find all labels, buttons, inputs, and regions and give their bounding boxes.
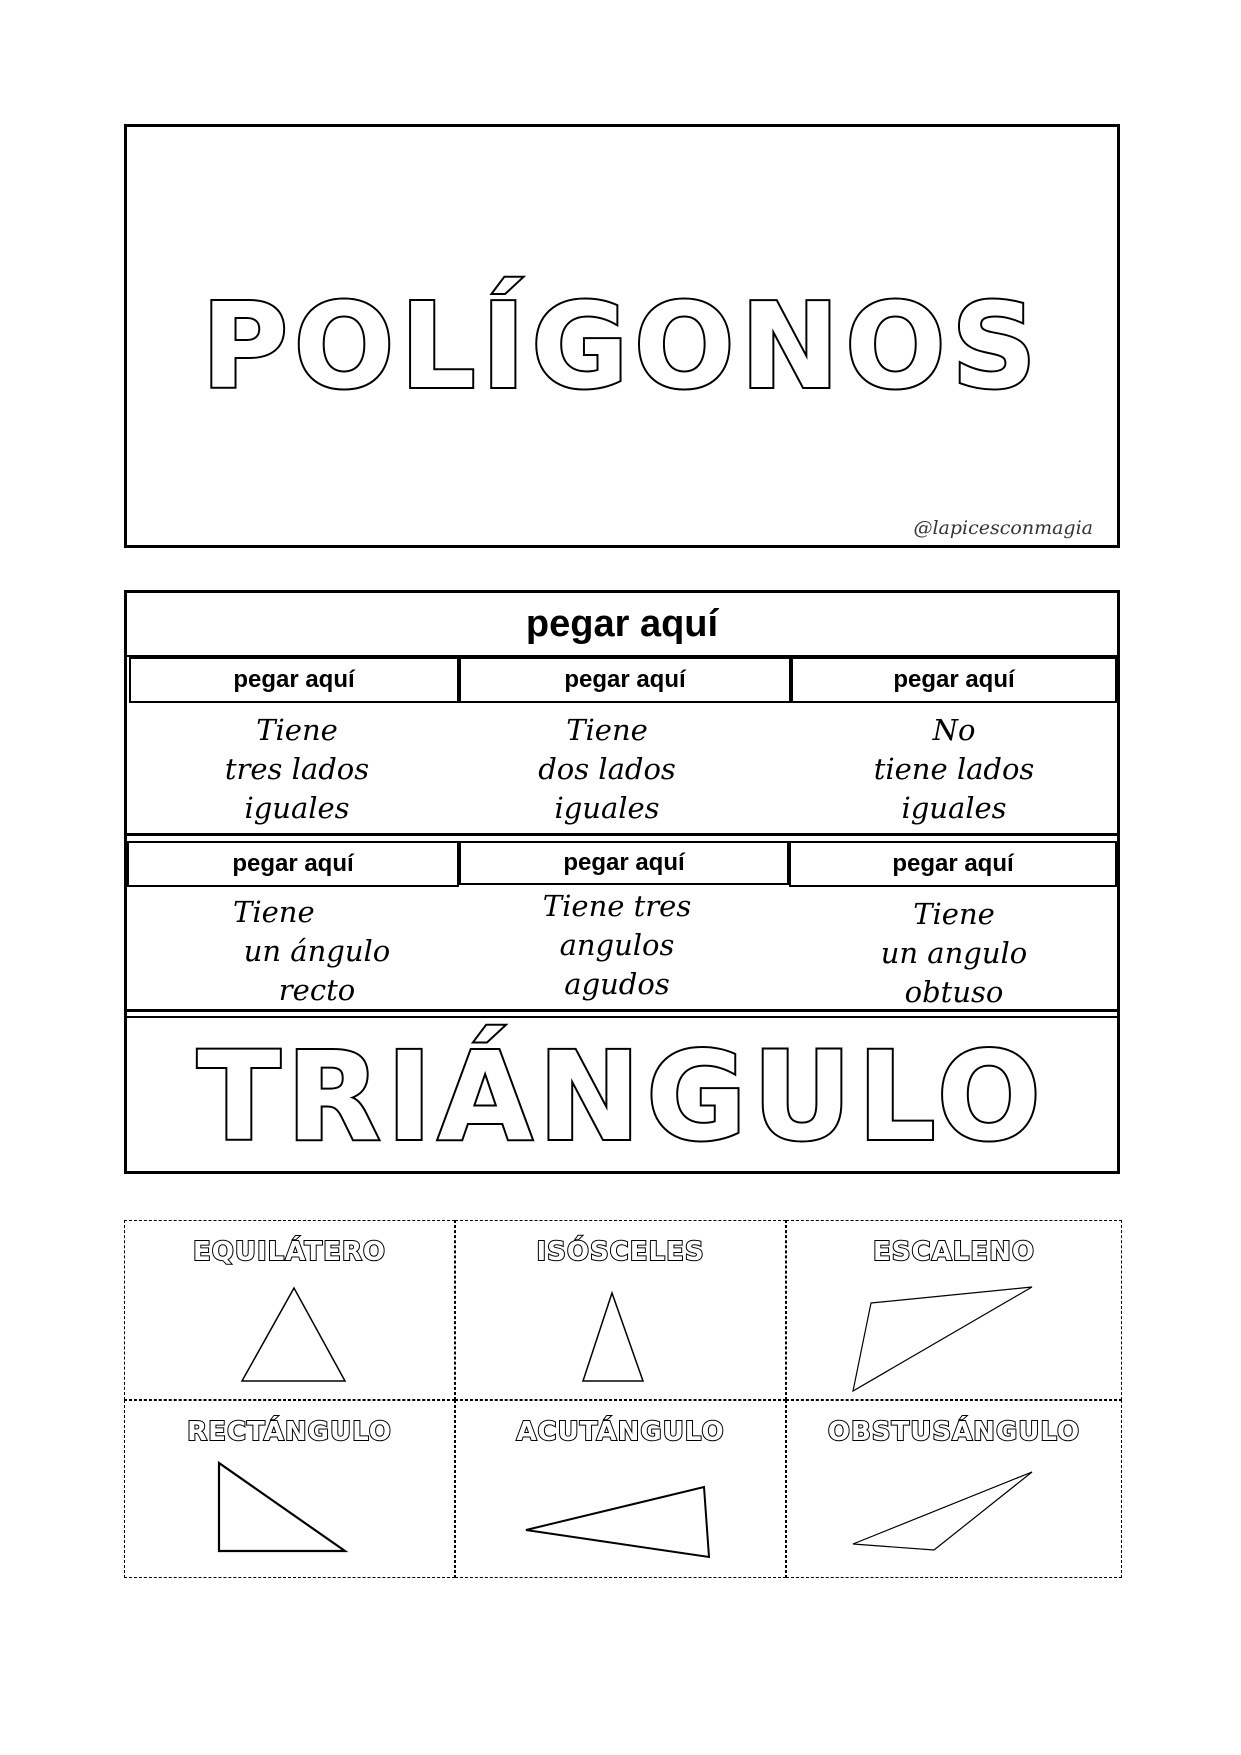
right-triangle-icon [125, 1401, 456, 1579]
paste-header-r2-c1: pegar aquí [127, 841, 459, 887]
cutout-cards [124, 1220, 1122, 1578]
text-line: iguales [244, 791, 350, 825]
paste-header-r1-c1: pegar aquí [129, 657, 459, 703]
card-label: OBSTUSÁNGULO [827, 1417, 1081, 1447]
obtuse-triangle-icon [787, 1401, 1123, 1579]
card-right[interactable] [124, 1400, 455, 1578]
text-line: iguales [901, 791, 1007, 825]
description-isosceles [457, 711, 757, 828]
text-line: angulos [559, 928, 675, 962]
text-line: Tiene [913, 897, 995, 931]
card-label: ACUTÁNGULO [516, 1417, 725, 1447]
row-divider [127, 833, 1117, 836]
scalene-triangle-icon [787, 1221, 1123, 1401]
text-line: No [932, 713, 976, 747]
text-line: obtuso [904, 975, 1004, 1009]
description-acute [467, 887, 767, 1004]
paste-header-r1-c2: pegar aquí [459, 657, 791, 703]
text-line: un ángulo [243, 934, 391, 968]
card-label: ISÓSCELES [536, 1237, 705, 1267]
text-line: agudos [564, 967, 670, 1001]
top-paste-header: pegar aquí [127, 593, 1117, 657]
card-label: EQUILÁTERO [193, 1237, 386, 1267]
author-handle: @lapicesconmagia [913, 517, 1093, 539]
text-line: un angulo [880, 936, 1028, 970]
paste-header-r2-c3: pegar aquí [789, 841, 1117, 887]
description-scalene [791, 711, 1117, 828]
title-card [124, 124, 1120, 548]
triangle-word-area [127, 1018, 1117, 1174]
triangle-heading: TRIÁNGULO [197, 1026, 1047, 1168]
acute-triangle-icon [456, 1401, 787, 1579]
card-label: ESCALENO [873, 1237, 1035, 1267]
text-line: tiene lados [873, 752, 1035, 786]
text-line: Tiene [233, 895, 315, 929]
equilateral-triangle-icon [125, 1221, 456, 1401]
paste-header-r1-c3: pegar aquí [791, 657, 1117, 703]
text-line: recto [278, 973, 356, 1007]
card-scalene[interactable] [786, 1220, 1122, 1400]
paste-header-r2-c2: pegar aquí [459, 841, 789, 885]
text-line: Tiene [566, 713, 648, 747]
fold-panel [124, 590, 1120, 1174]
text-line: Tiene tres [542, 889, 692, 923]
text-line: Tiene [256, 713, 338, 747]
card-label: RECTÁNGULO [187, 1417, 392, 1447]
description-equilateral [137, 711, 457, 828]
card-obtuse[interactable] [786, 1400, 1122, 1578]
card-isosceles[interactable] [455, 1220, 786, 1400]
isosceles-triangle-icon [456, 1221, 787, 1401]
page-title: POLÍGONOS [201, 277, 1043, 415]
text-line: tres lados [224, 752, 370, 786]
description-right [167, 893, 467, 1010]
text-line: iguales [554, 791, 660, 825]
row-divider [127, 1009, 1117, 1012]
card-acute[interactable] [455, 1400, 786, 1578]
description-obtuse [791, 895, 1117, 1012]
card-equilateral[interactable] [124, 1220, 455, 1400]
text-line: dos lados [538, 752, 676, 786]
